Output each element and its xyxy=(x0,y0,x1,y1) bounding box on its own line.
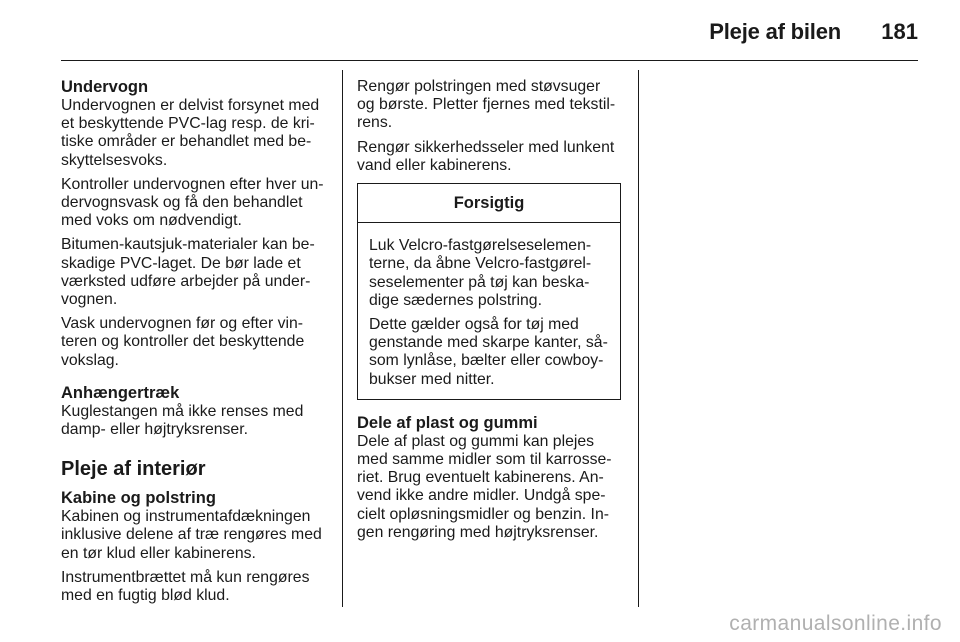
text-line: Luk Velcro-fastgørelseselemen- xyxy=(369,237,592,255)
text-line: dervognsvask og få den behandlet xyxy=(61,194,303,212)
middle-column xyxy=(357,78,623,548)
text-line: vand eller kabinerens. xyxy=(357,156,512,174)
interior-heading: Pleje af interiør xyxy=(61,458,206,481)
column-divider-right xyxy=(638,70,639,607)
text-line: som lynlåse, bælter eller cowboy- xyxy=(369,352,604,370)
text-line: værksted udføre arbejder på under- xyxy=(61,272,311,290)
watermark-text: carmanualsonline.info xyxy=(729,612,942,635)
undervogn-paragraph-2 xyxy=(61,176,333,231)
page-title: Pleje af bilen xyxy=(709,19,841,44)
kabine-paragraph-1 xyxy=(61,508,333,563)
anhaenger-paragraph-1 xyxy=(61,403,333,439)
text-line: med en fugtig blød klud. xyxy=(61,587,230,605)
plast-paragraph-1 xyxy=(357,433,623,542)
text-line: Rengør sikkerhedsseler med lunkent xyxy=(357,138,615,156)
kabine-heading: Kabine og polstring xyxy=(61,489,216,508)
text-line: cielt opløsningsmidler og benzin. In- xyxy=(357,505,609,523)
text-line: vognen. xyxy=(61,291,118,309)
undervogn-heading: Undervogn xyxy=(61,78,149,96)
text-line: og børste. Pletter fjernes med tekstil- xyxy=(357,96,616,114)
text-line: Rengør polstringen med støvsuger xyxy=(357,78,601,95)
text-line: rens. xyxy=(357,114,393,132)
text-line: Dette gælder også for tøj med xyxy=(369,316,579,334)
text-line: Undervognen er delvist forsynet med xyxy=(61,97,320,114)
caution-title: Forsigtig xyxy=(358,184,620,223)
text-line: seselementer på tøj kan beska- xyxy=(369,273,590,291)
text-line: Bitumen-kautsjuk-materialer kan be- xyxy=(61,236,315,254)
header-rule xyxy=(61,60,918,61)
page-header xyxy=(0,0,960,62)
plast-heading: Dele af plast og gummi xyxy=(357,413,538,432)
text-line: Kabinen og instrumentafdækningen xyxy=(61,508,311,526)
text-line: med voks om nødvendigt. xyxy=(61,212,242,230)
text-line: vend ikke andre midler. Undgå spe- xyxy=(357,487,606,505)
text-line: teren og kontroller det beskyttende xyxy=(61,333,305,351)
polstring-paragraph-2 xyxy=(357,139,623,175)
page-number: 181 xyxy=(881,19,918,44)
text-line: Instrumentbrættet må kun rengøres xyxy=(61,568,310,586)
text-line: gen rengøring med højtryksrenser. xyxy=(357,523,599,541)
column-divider-left xyxy=(342,70,343,607)
text-line: tiske områder er behandlet med be- xyxy=(61,133,312,151)
text-line: genstande med skarpe kanter, så- xyxy=(369,334,608,352)
text-line: Kuglestangen må ikke renses med xyxy=(61,402,304,420)
caution-paragraph-2 xyxy=(369,316,609,389)
text-line: inklusive delene af træ rengøres med xyxy=(61,526,322,544)
text-line: Dele af plast og gummi kan plejes xyxy=(357,432,595,450)
text-line: skadige PVC-laget. De bør lade et xyxy=(61,254,301,272)
polstring-paragraph-1 xyxy=(357,78,623,133)
text-line: bukser med nitter. xyxy=(369,370,495,388)
text-line: vokslag. xyxy=(61,351,119,369)
text-line: et beskyttende PVC-lag resp. de kri- xyxy=(61,115,315,133)
undervogn-paragraph-1 xyxy=(61,97,333,170)
text-line: med samme midler som til karrosse- xyxy=(357,451,612,469)
undervogn-paragraph-4 xyxy=(61,315,333,370)
spacer xyxy=(61,376,333,384)
caution-box xyxy=(357,183,621,400)
caution-paragraph-1 xyxy=(369,237,609,310)
caution-body xyxy=(358,223,620,399)
text-line: damp- eller højtryksrenser. xyxy=(61,421,248,439)
text-line: Vask undervognen før og efter vin- xyxy=(61,315,304,333)
kabine-paragraph-2 xyxy=(61,569,333,605)
text-line: terne, da åbne Velcro-fastgørel- xyxy=(369,255,592,273)
text-line: en tør klud eller kabinerens. xyxy=(61,544,256,562)
text-line: dige sædernes polstring. xyxy=(369,291,542,309)
undervogn-paragraph-3 xyxy=(61,236,333,309)
text-line: Kontroller undervognen efter hver un- xyxy=(61,175,324,193)
text-line: skyttelsesvoks. xyxy=(61,151,168,169)
text-line: riet. Brug eventuelt kabinerens. An- xyxy=(357,469,604,487)
left-column xyxy=(61,78,333,611)
anhaenger-heading: Anhængertræk xyxy=(61,383,180,402)
